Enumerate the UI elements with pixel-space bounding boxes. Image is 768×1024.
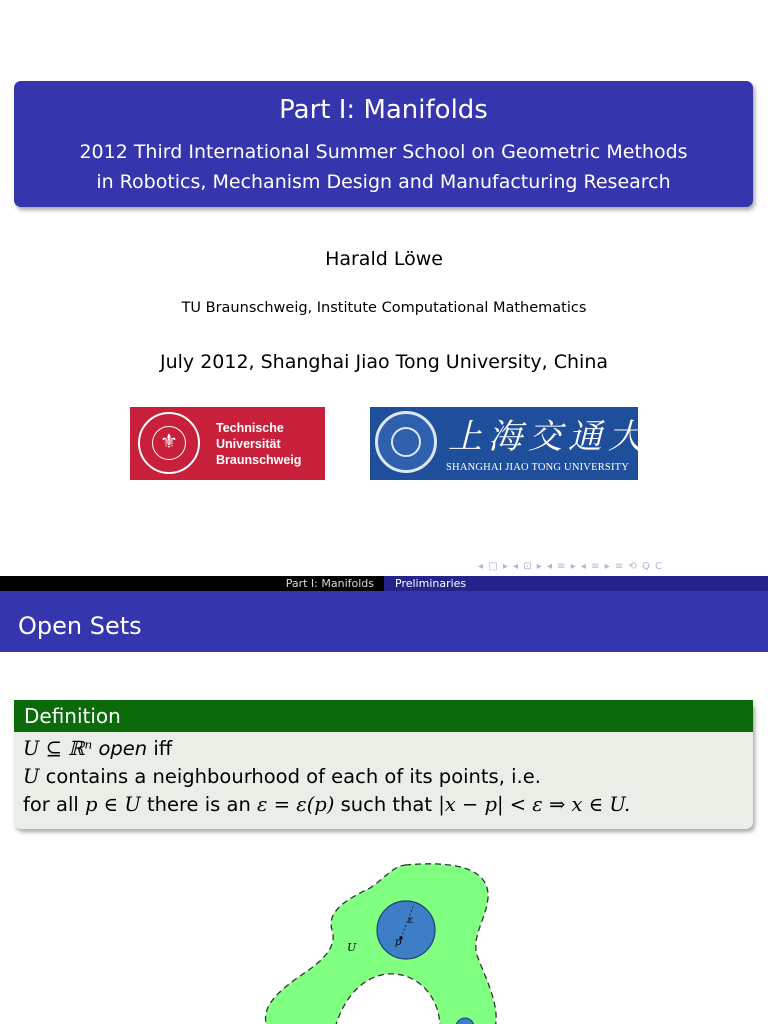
headline-bar bbox=[0, 576, 768, 591]
set-label-u: U bbox=[347, 941, 357, 954]
beamer-navigation-icons[interactable]: ◂ □ ▸ ◂ ⊡ ▸ ◂ ≡ ▸ ◂ ≡ ▸ ≡ ⟲ Q C bbox=[478, 561, 664, 572]
headline-subsection[interactable]: Preliminaries bbox=[384, 576, 768, 591]
subtitle-line-2: in Robotics, Mechanism Design and Manufacturing Research bbox=[96, 171, 671, 193]
sjtu-seal-icon bbox=[375, 411, 437, 473]
title-block bbox=[14, 81, 753, 207]
epsilon-ball bbox=[377, 901, 435, 959]
definition-line-2: U contains a neighbourhood of each of its points, i.e. bbox=[23, 765, 541, 788]
open-set-diagram bbox=[0, 858, 768, 1024]
institute-name: TU Braunschweig, Institute Computational Mathematics bbox=[181, 300, 587, 316]
sjtu-english-name: SHANGHAI JIAO TONG UNIVERSITY bbox=[446, 462, 630, 473]
definition-line-1: U ⊆ ℝⁿ open iff bbox=[23, 737, 173, 760]
presentation-date: July 2012, Shanghai Jiao Tong University, China bbox=[159, 351, 609, 373]
open-sets-slide bbox=[0, 576, 768, 1024]
tu-logo-text: Technische Universität Braunschweig bbox=[216, 421, 302, 467]
slide-subtitle bbox=[14, 137, 753, 197]
headline-section[interactable]: Part I: Manifolds bbox=[285, 577, 374, 590]
author-name: Harald Löwe bbox=[325, 248, 443, 270]
point-label-p: p bbox=[395, 937, 402, 948]
definition-body bbox=[14, 732, 753, 819]
tu-seal-icon: ⚜ bbox=[138, 412, 200, 474]
slide-title: Part I: Manifolds bbox=[279, 95, 488, 125]
subtitle-line-1: 2012 Third International Summer School on Geometric Methods bbox=[79, 141, 688, 163]
sjtu-logo bbox=[370, 407, 688, 480]
frame-title: Open Sets bbox=[0, 591, 768, 652]
sjtu-chinese-name: 上海交通大學 bbox=[448, 417, 688, 457]
tu-braunschweig-logo bbox=[130, 407, 325, 480]
definition-line-3: for all p ∈ U there is an ε = ε(p) such that |x − p| < ε ⇒ x ∈ U. bbox=[23, 793, 631, 816]
radius-label-epsilon: ε bbox=[408, 915, 414, 926]
definition-block bbox=[14, 700, 753, 829]
definition-header: Definition bbox=[14, 700, 753, 732]
